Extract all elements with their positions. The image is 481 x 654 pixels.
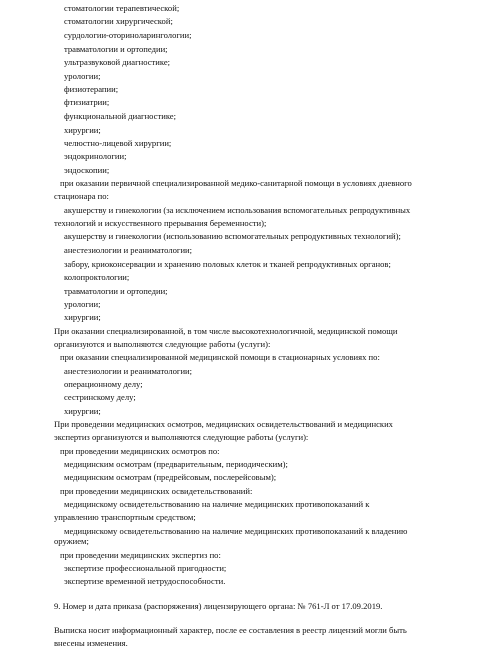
text-line: хирургии; — [64, 312, 101, 323]
text-line: внесены изменения. — [54, 638, 128, 648]
text-line: эндокринологии; — [64, 151, 127, 162]
text-line: медицинскому освидетельствованию на наличие медицинских противопоказаний к — [64, 498, 370, 509]
text-line: эндоскопии; — [64, 164, 110, 175]
text-line: урологии; — [64, 70, 101, 81]
text-line: урологии; — [64, 298, 101, 309]
text-line: экспертиз организуются и выполняются следующие работы (услуги): — [54, 432, 309, 443]
text-line: травматологии и ортопедии; — [64, 285, 168, 296]
text-line: медицинскому освидетельствованию на наличие медицинских противопоказаний к владению — [64, 525, 408, 536]
text-line: стационара по: — [54, 191, 109, 202]
text-line: технологий и искусственного прерывания беременности); — [54, 218, 267, 228]
text-line: сурдологии-оториноларингологии; — [64, 29, 192, 40]
text-line: челюстно-лицевой хирургии; — [64, 138, 172, 148]
text-line: акушерству и гинекологии (использованию вспомогательных репродуктивных технологий); — [64, 231, 401, 242]
text-line: при проведении медицинских экспертиз по: — [60, 549, 221, 560]
text-line: экспертизе профессиональной пригодности; — [64, 563, 227, 573]
text-line: физиотерапии; — [64, 83, 119, 94]
text-line: стоматологии хирургической; — [64, 16, 173, 27]
text-line: травматологии и ортопедии; — [64, 43, 168, 54]
text-line: медицинским осмотрам (предрейсовым, послерейсовым); — [64, 472, 277, 483]
text-line: управлению транспортным средством; — [54, 512, 196, 523]
text-line: 9. Номер и дата приказа (распоряжения) лицензирующего органа: № 761-Л от 17.09.2019. — [54, 600, 383, 611]
text-line: оружием; — [54, 536, 89, 547]
text-line: экспертизе временной нетрудоспособности. — [64, 576, 226, 587]
text-line: При проведении медицинских осмотров, медицинских освидетельствований и медицинских — [54, 418, 393, 429]
text-line: операционному делу; — [64, 378, 143, 389]
text-line: хирургии; — [64, 405, 101, 416]
text-line: стоматологии терапевтической; — [64, 3, 180, 13]
text-line: хирургии; — [64, 124, 101, 135]
text-line: при проведении медицинских освидетельствований: — [60, 485, 253, 496]
text-line: При оказании специализированной, в том числе высокотехнологичной, медицинской помощи — [54, 325, 398, 336]
text-line: ультразвуковой диагностике; — [64, 57, 171, 68]
text-line: Выписка носит информационный характер, после ее составления в реестр лицензий могли быть — [54, 624, 407, 635]
text-line: функциональной диагностике; — [64, 111, 177, 122]
text-line: анестезиологии и реаниматологии; — [64, 244, 193, 255]
text-line: при оказании специализированной медицинской помощи в стационарных условиях по: — [60, 352, 380, 363]
text-line: при оказании первичной специализированной медико-санитарной помощи в условиях дневного — [60, 178, 412, 188]
text-line: при проведении медицинских осмотров по: — [60, 445, 220, 456]
text-line: сестринскому делу; — [64, 392, 136, 403]
text-line: организуются и выполняются следующие работы (услуги): — [54, 338, 271, 349]
text-line: анестезиологии и реаниматологии; — [64, 365, 193, 376]
text-line: колопроктологии; — [64, 272, 130, 283]
text-line: фтизиатрии; — [64, 97, 110, 108]
text-line: медицинским осмотрам (предварительным, периодическим); — [64, 458, 288, 469]
text-line: акушерству и гинекологии (за исключением использования вспомогательных репродуктивных — [64, 204, 411, 215]
text-line: забору, криоконсервации и хранению половых клеток и тканей репродуктивных органов; — [64, 258, 391, 269]
